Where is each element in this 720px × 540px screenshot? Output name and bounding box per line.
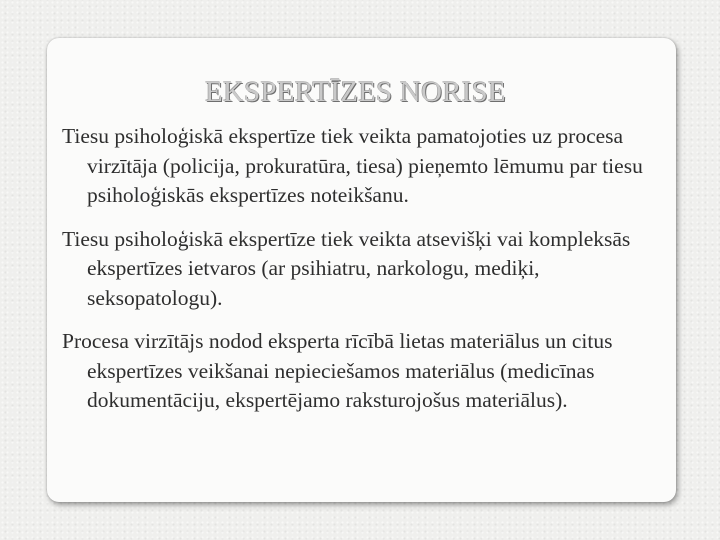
slide-body bbox=[62, 122, 672, 430]
paragraph-2: Tiesu psiholoģiskā ekspertīze tiek veikta atsevišķi vai kompleksās ekspertīzes ietvaros (ar psihiatru, narkologu, mediķi, seksopatologu). bbox=[62, 226, 631, 310]
paragraph-1: Tiesu psiholoģiskā ekspertīze tiek veikta pamatojoties uz procesa virzītāja (policija, prokuratūra, tiesa) pieņemto lēmumu par tiesu psiholoģiskās ekspertīzes noteikšanu. bbox=[62, 124, 643, 207]
slide-title: EKSPERTĪZES NORISE bbox=[205, 76, 506, 108]
slide-title-container bbox=[160, 76, 690, 109]
paragraph-3: Procesa virzītājs nodod eksperta rīcībā lietas materiālus un citus ekspertīzes veikšanai nepieciešamos materiālus (medicīnas dokumentāciju, ekspertējamo raksturojošus materiālus). bbox=[62, 329, 613, 412]
